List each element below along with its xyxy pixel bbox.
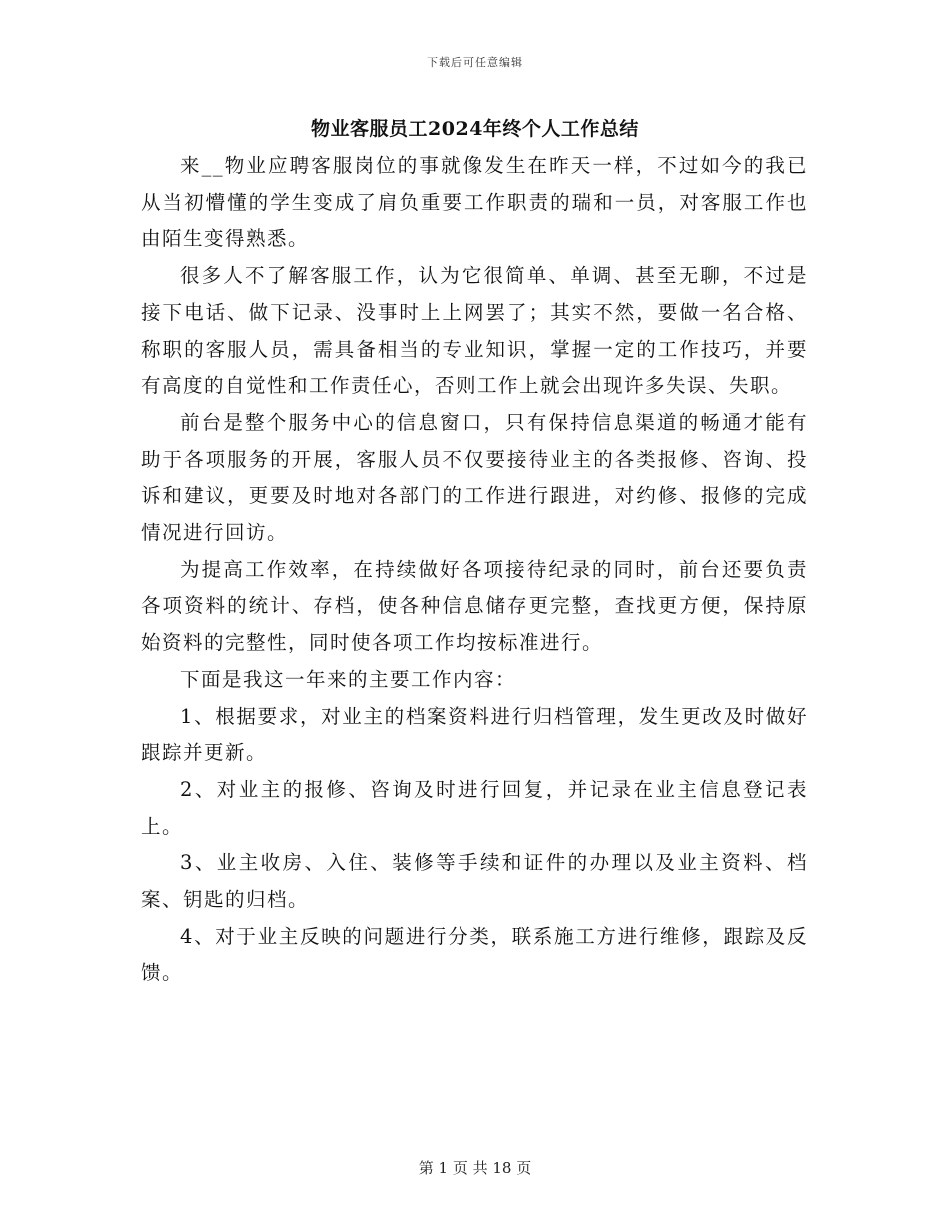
paragraph-job-understanding: 很多人不了解客服工作，认为它很简单、单调、甚至无聊，不过是接下电话、做下记录、没事时上上网罢了；其实不然，要做一名合格、称职的客服人员，需具备相当的专业知识，掌握一定的工作技巧，并要有高度的自觉性和工作责任心，否则工作上就会出现许多失误、失职。: [141, 264, 808, 398]
page-number: 第 1 页 共 18 页: [418, 1159, 532, 1177]
page-header-note: 下载后可任意编辑: [427, 56, 523, 69]
list-item-3: 3、业主收房、入住、装修等手续和证件的办理以及业主资料、档案、钥匙的归档。: [141, 851, 808, 912]
document-body: [141, 148, 808, 992]
list-item-4: 4、对于业主反映的问题进行分类，联系施工方进行维修，跟踪及反馈。: [141, 924, 808, 985]
list-item-2: 2、对业主的报修、咨询及时进行回复，并记录在业主信息登记表上。: [141, 777, 808, 838]
list-item-1: 1、根据要求，对业主的档案资料进行归档管理，发生更改及时做好跟踪并更新。: [141, 704, 808, 765]
paragraph-work-intro: 下面是我这一年来的主要工作内容：: [180, 667, 517, 691]
paragraph-efficiency: 为提高工作效率，在持续做好各项接待纪录的同时，前台还要负责各项资料的统计、存档，使各种信息储存更完整，查找更方便，保持原始资料的完整性，同时使各项工作均按标准进行。: [141, 557, 808, 655]
paragraph-front-desk: 前台是整个服务中心的信息窗口，只有保持信息渠道的畅通才能有助于各项服务的开展，客服人员不仅要接待业主的各类报修、咨询、投诉和建议，更要及时地对各部门的工作进行跟进，对约修、报修的完成情况进行回访。: [141, 410, 808, 545]
paragraph-intro: 来__物业应聘客服岗位的事就像发生在昨天一样，不过如今的我已从当初懵懂的学生变成了肩负重要工作职责的瑞和一员，对客服工作也由陌生变得熟悉。: [141, 154, 808, 251]
document-title: 物业客服员工2024年终个人工作总结: [311, 118, 639, 140]
